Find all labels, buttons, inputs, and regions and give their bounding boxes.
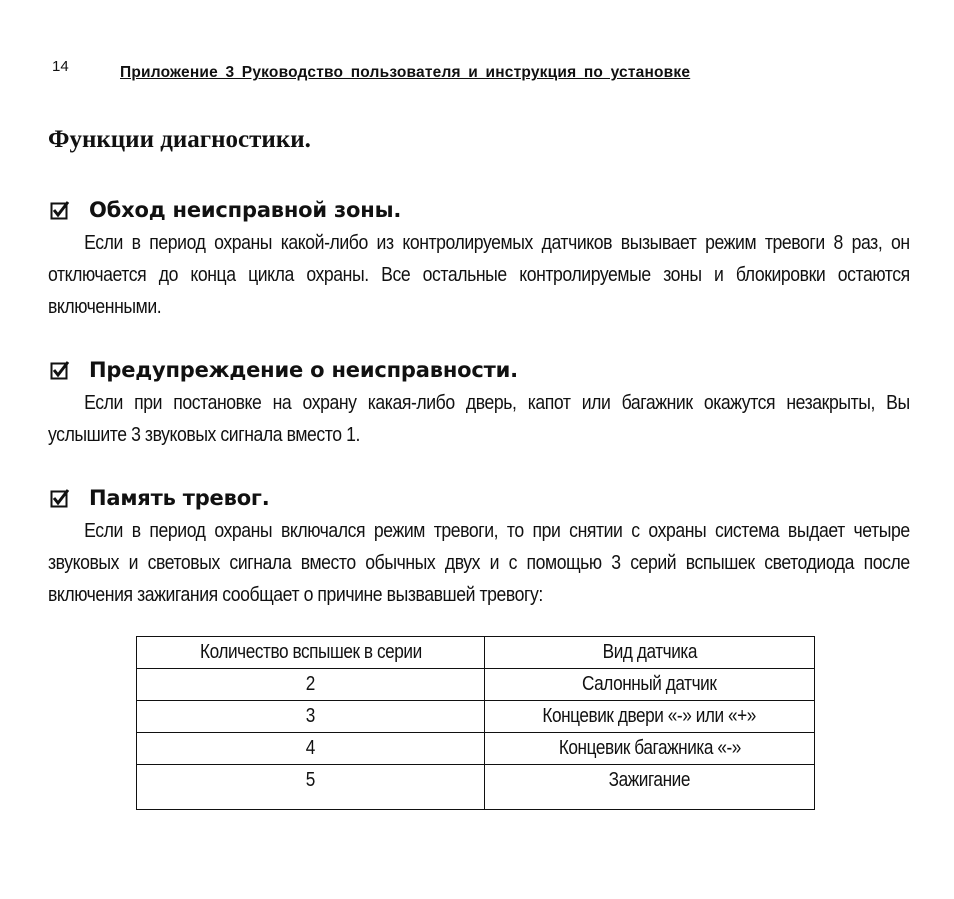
page-title: Функции диагностики. — [48, 126, 311, 153]
table-row — [137, 765, 815, 810]
table-header-cell: Количество вспышек в серии — [137, 637, 485, 669]
section-heading — [48, 483, 910, 513]
checkbox-checked-icon — [50, 488, 70, 508]
table-header-row — [137, 637, 815, 669]
table-cell: 4 — [137, 733, 485, 765]
table-cell: 3 — [137, 701, 485, 733]
section-body: Если в период охраны включался режим тревоги, то при снятии с охраны система выдает четыре звуковых и световых сигнала вместо обычных двух и с помощью 3 серий вспышек светодиода после включения зажигания сообщает о причине вызвавшей тревогу: — [48, 519, 910, 606]
table-row — [137, 733, 815, 765]
section-title: Предупреждение о неисправности. — [89, 358, 518, 382]
section-fault-zone-bypass — [48, 195, 910, 323]
checkbox-checked-icon — [50, 200, 70, 220]
table-cell: 2 — [137, 669, 485, 701]
section-body: Если при постановке на охрану какая-либо дверь, капот или багажник окажутся незакрыты, Вы услышите 3 звуковых сигнала вместо 1. — [48, 391, 910, 446]
checkbox-checked-icon — [50, 360, 70, 380]
section-fault-warning — [48, 355, 910, 451]
page-number: 14 — [52, 58, 69, 75]
section-body: Если в период охраны какой-либо из контролируемых датчиков вызывает режим тревоги 8 раз, он отключается до конца цикла охраны. Все остальные контролируемые зоны и блокировки остаются включенными. — [48, 231, 910, 318]
section-heading — [48, 355, 910, 385]
table-cell: 5 — [137, 765, 485, 810]
sensor-table — [136, 636, 815, 810]
section-title: Память тревог. — [89, 486, 270, 510]
section-alarm-memory — [48, 483, 910, 611]
section-heading — [48, 195, 910, 225]
table-row — [137, 701, 815, 733]
table-cell: Концевик багажника «-» — [485, 733, 815, 765]
sensor-table-wrap — [136, 636, 815, 810]
table-cell: Салонный датчик — [485, 669, 815, 701]
table-cell: Зажигание — [485, 765, 815, 810]
table-header-cell: Вид датчика — [485, 637, 815, 669]
table-row — [137, 669, 815, 701]
table-cell: Концевик двери «-» или «+» — [485, 701, 815, 733]
section-title: Обход неисправной зоны. — [89, 198, 402, 222]
running-header: Приложение 3 Руководство пользователя и инструкция по установке — [120, 64, 691, 81]
